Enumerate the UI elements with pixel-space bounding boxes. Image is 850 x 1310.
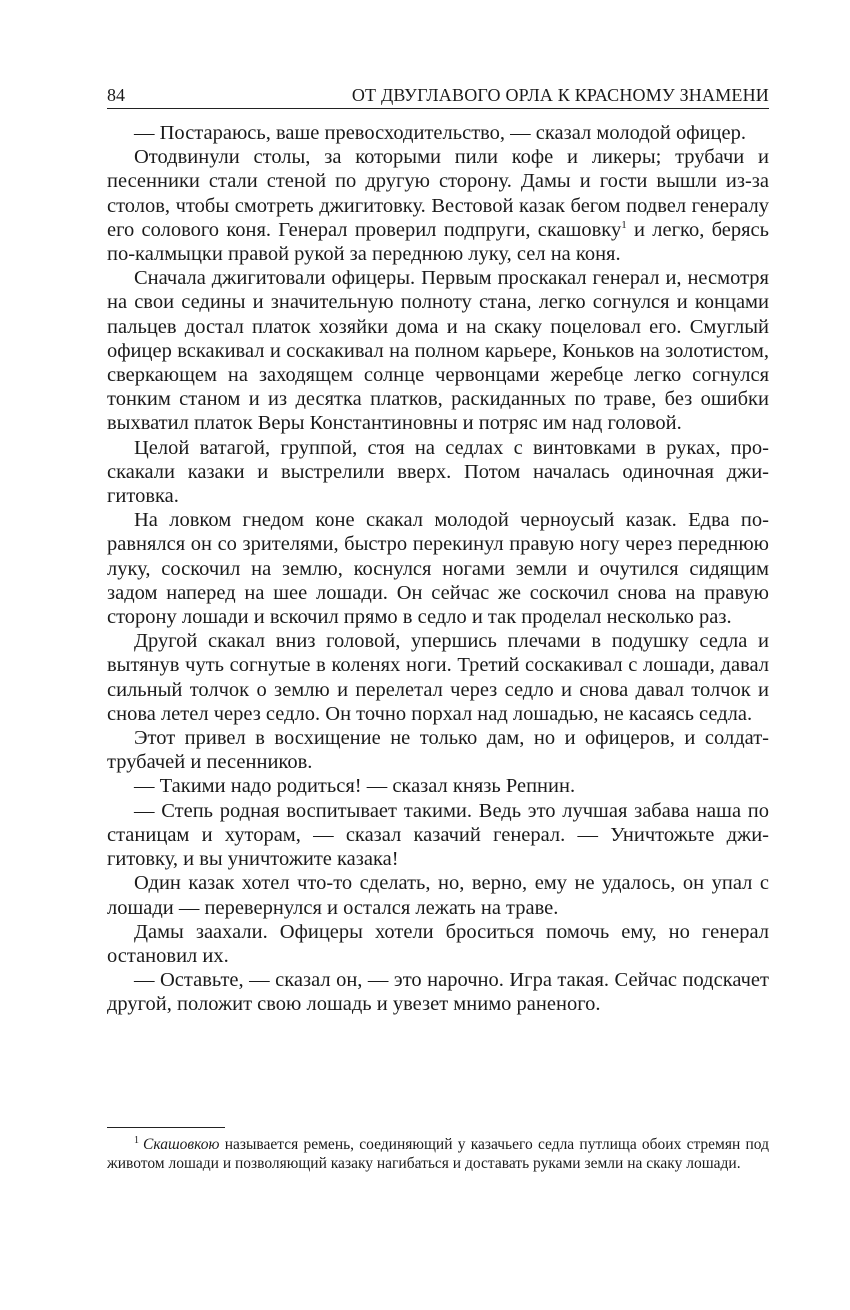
page-number: 84	[107, 85, 125, 105]
paragraph-text: и легко, берясь по-калмыцки правой рукой за переднюю луку, сел на коня.	[107, 218, 769, 266]
paragraph: Сначала джигитовали офицеры. Первым проскакал генерал и, несмотря на свои седины и значительную полноту стана, легко согнулся и концами пальцев достал платок хозяйки дома и на скаку поцеловал его. Смуглый офицер вскакивал и соскакивал на полном карьере, Коньков на золотистом, сверкающем на заходящем солнце червонцами жеребце легко согнулся тонким станом и из десятка платков, раскиданных по траве, без ошибки выхватил платок Веры Константиновны и потряс им над головой.	[107, 267, 769, 435]
paragraph: — Степь родная воспитывает такими. Ведь это лучшая забава наша по станицам и хуторам, — сказал казачий генерал. — Уничтожьте джигитовку, и вы уничтожите казака!	[107, 799, 769, 871]
paragraph: Целой ватагой, группой, стоя на седлах с винтовками в руках, проскакали казаки и выстрелили вверх. Потом началась одиночная джигитовка.	[107, 436, 769, 508]
paragraph-text: Отодвинули столы, за которыми пили кофе и ликеры; трубачи и песенники стали стеной по другую сторону. Дамы и гости вышли из-за столов, чтобы смотреть джигитовку. Вестовой казак бегом подвел генералу его солового коня. Генерал проверил подпруги, скашовку	[107, 146, 769, 241]
footnote	[107, 1131, 769, 1174]
paragraph: На ловком гнедом коне скакал молодой черноусый казак. Едва поравнялся он со зрителями, быстро перекинул правую ногу через переднюю луку, соскочил на землю, коснулся ногами земли и очутился сидящим задом наперед на шее лошади. Он сейчас же соскочил снова на правую сторону лошади и вскочил прямо в седло и так проделал несколько раз.	[107, 509, 769, 629]
paragraph	[107, 145, 769, 266]
paragraph: Другой скакал вниз головой, упершись плечами в подушку седла и вытянув чуть согнутые в коленях ноги. Третий соскакивал с лошади, давал сильный толчок о землю и перелетал через седло и снова давал толчок и снова летел через седло. Он точно порхал над лошадью, не касаясь седла.	[107, 630, 769, 725]
paragraph: Этот привел в восхищение не только дам, но и офицеров, и солдат-трубачей и песенников.	[107, 727, 769, 774]
paragraph: — Постараюсь, ваше превосходительство, — сказал молодой офицер.	[134, 122, 746, 144]
main-text	[107, 121, 769, 1017]
footnote-paragraph	[107, 1131, 769, 1174]
running-header	[107, 82, 769, 109]
footnote-mark: 1	[134, 1135, 139, 1146]
paragraph: Один казак хотел что-то сделать, но, верно, ему не удалось, он упал с лошади — перевернулся и остался лежать на траве.	[107, 872, 769, 919]
footnote-reference[interactable]: 1	[621, 218, 627, 231]
paragraph: — Такими надо родиться! — сказал князь Репнин.	[134, 775, 576, 798]
paragraph: — Оставьте, — сказал он, — это нарочно. Игра такая. Сейчас подскачет другой, положит свою лошадь и увезет мнимо раненого.	[107, 969, 769, 1016]
running-title: ОТ ДВУГЛАВОГО ОРЛА К КРАСНОМУ ЗНАМЕНИ	[351, 85, 769, 105]
footnote-text: называется ремень, соединяющий у казачьего седла путлища обоих стремян под животом лошади и позволяющий казаку нагибаться и доставать руками земли на скаку лошади.	[107, 1136, 769, 1173]
footnote-separator	[107, 1127, 225, 1128]
footnote-term: Скашовкою	[143, 1136, 220, 1154]
paragraph: Дамы заахали. Офицеры хотели броситься помочь ему, но генерал остановил их.	[107, 920, 769, 967]
